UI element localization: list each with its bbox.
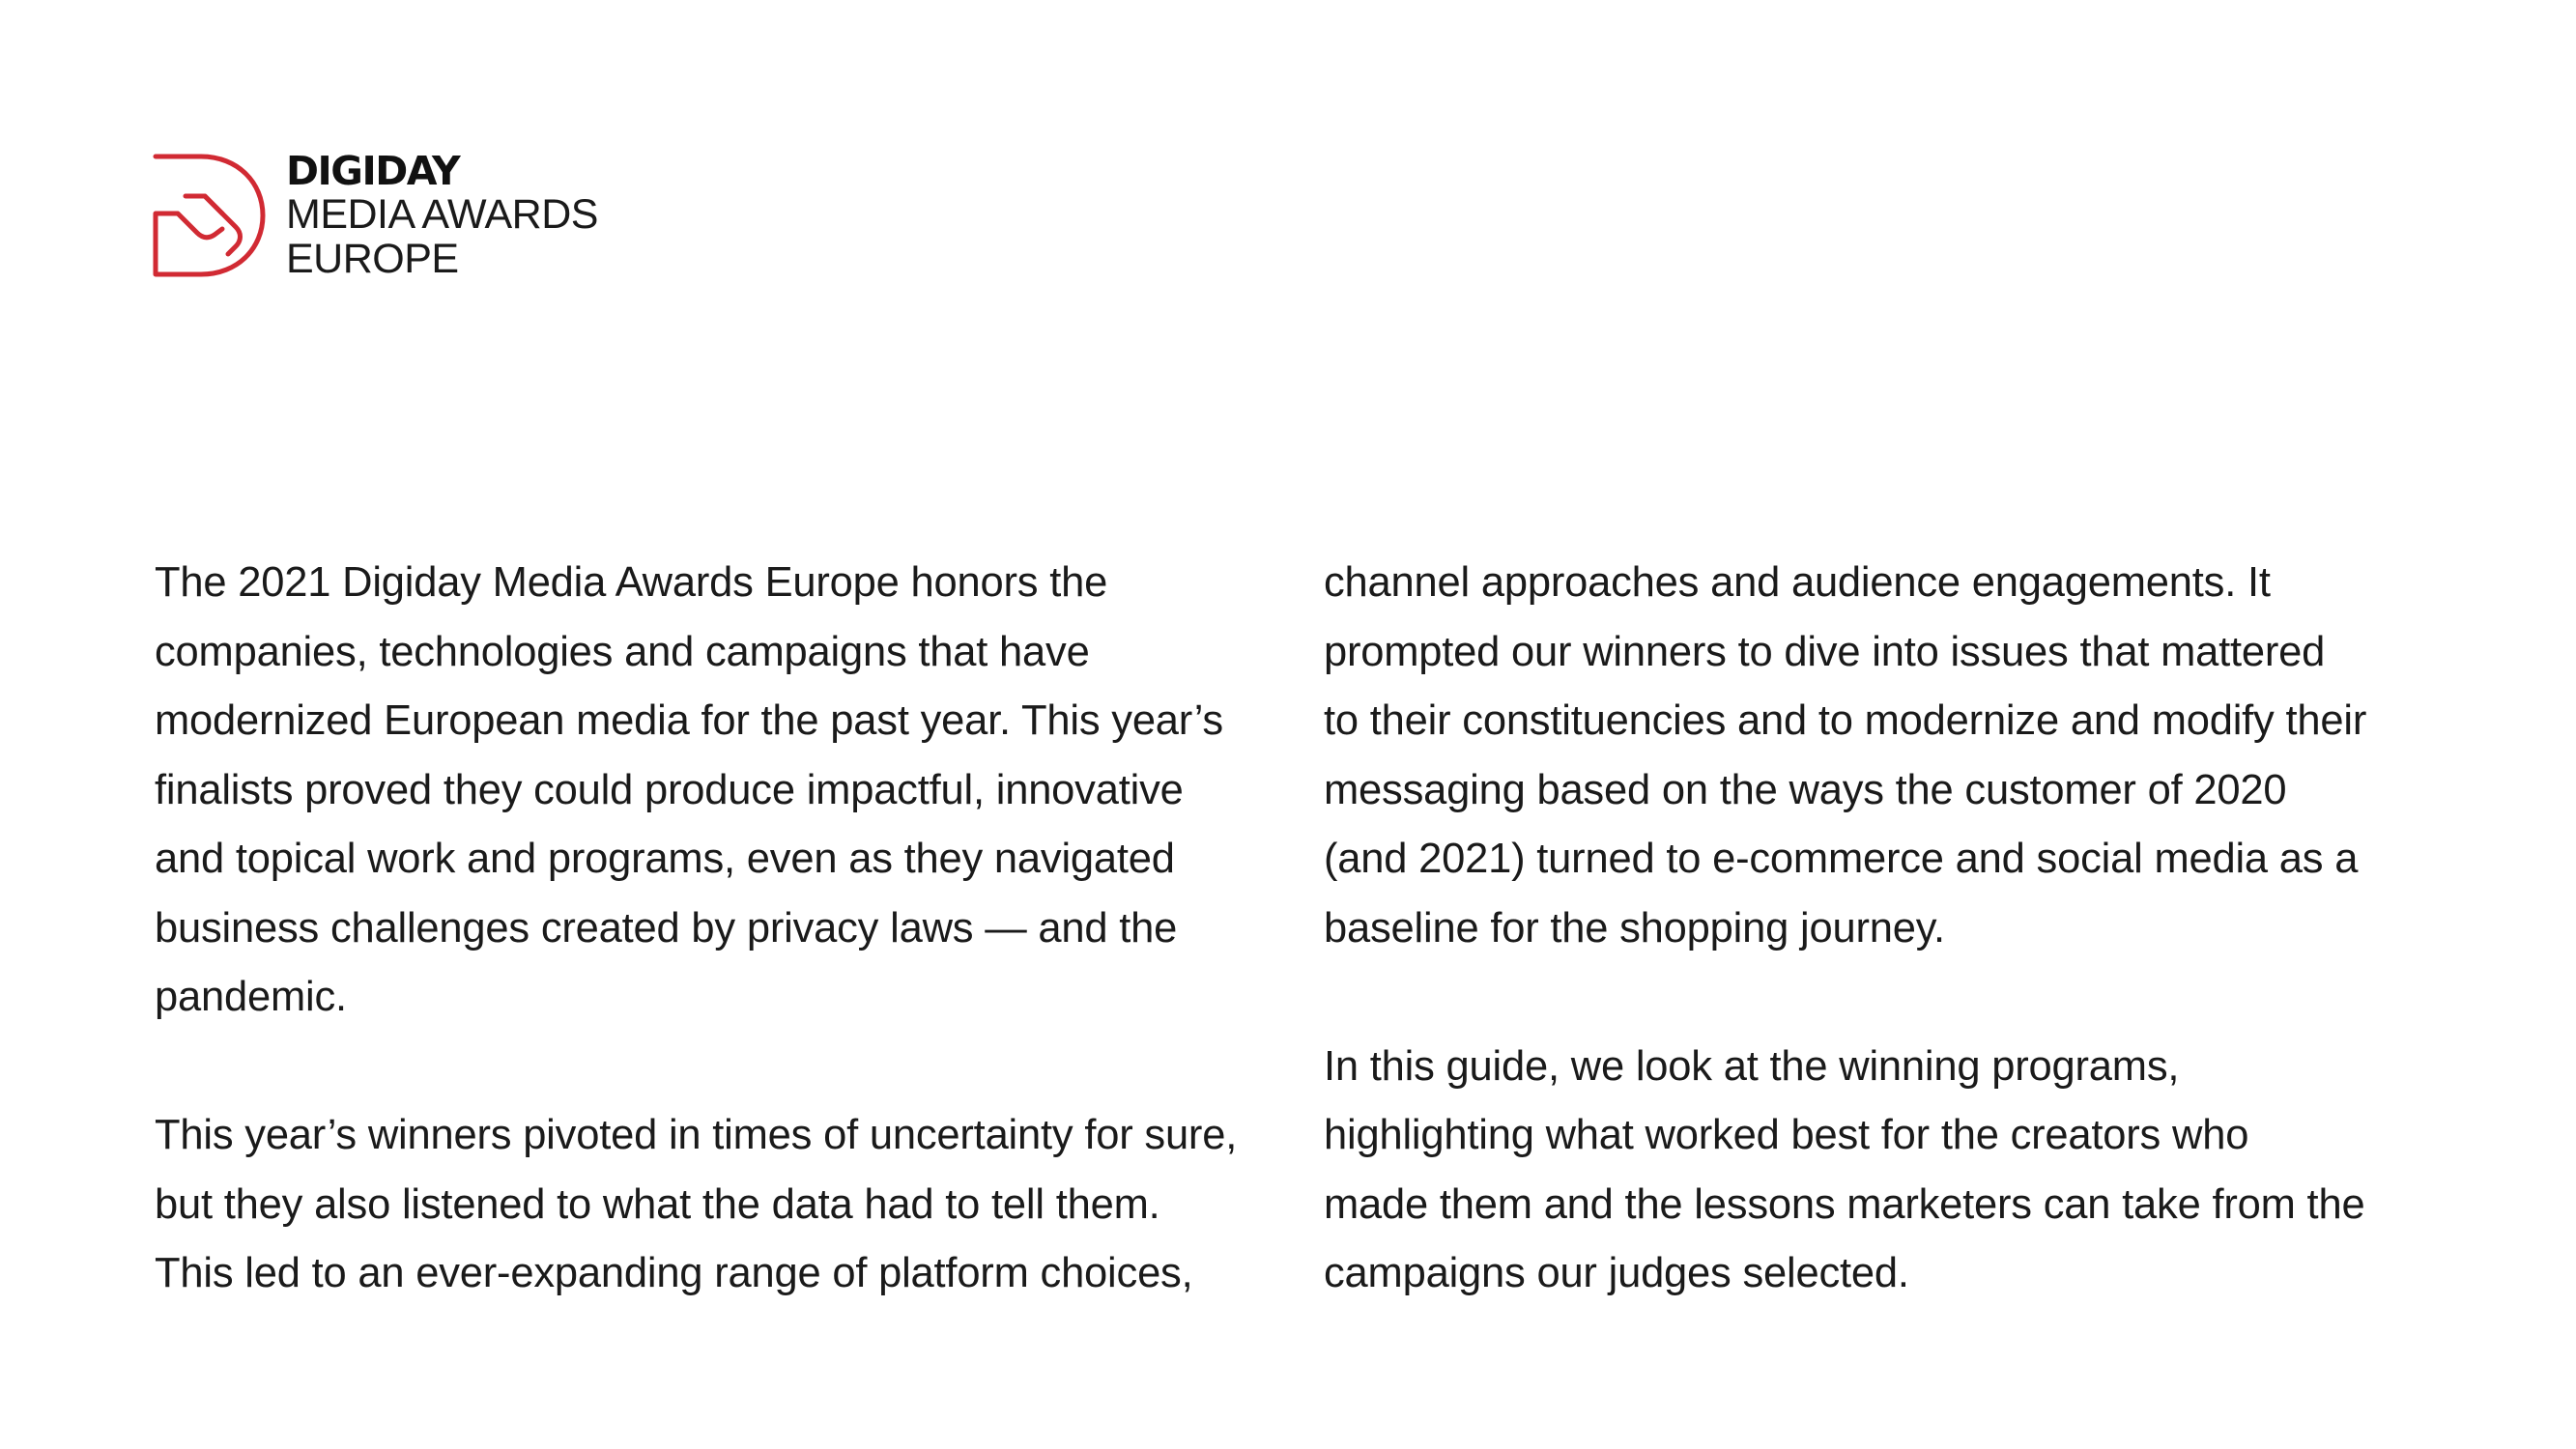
guide-paragraph [1324, 1033, 2425, 1309]
text-line: The 2021 Digiday Media Awards Europe honors the [155, 559, 1108, 606]
text-line: and topical work and programs, even as they navigated [155, 836, 1175, 882]
logo-wordmark [286, 150, 598, 281]
text-line: (and 2021) turned to e-commerce and social media as a [1324, 836, 2359, 882]
text-line: to their constituencies and to modernize and modify their [1324, 697, 2367, 744]
right-text-column [1324, 549, 2425, 1309]
text-line: This led to an ever-expanding range of platform choices, [155, 1250, 1193, 1296]
text-line: This year’s winners pivoted in times of uncertainty for sure, [155, 1112, 1238, 1158]
text-line: companies, technologies and campaigns that have [155, 628, 1090, 675]
text-line: made them and the lessons marketers can take from the [1324, 1180, 2365, 1228]
digiday-d-logo-icon [153, 154, 267, 277]
text-line: pandemic. [155, 974, 347, 1020]
winners-paragraph [155, 1101, 1256, 1309]
text-line: messaging based on the ways the customer of 2020 [1324, 766, 2287, 813]
winners-paragraph-continued [1324, 549, 2425, 963]
logo [153, 150, 616, 285]
text-line: baseline for the shopping journey. [1324, 904, 1945, 952]
text-line: business challenges created by privacy laws — and the [155, 904, 1178, 952]
text-line: campaigns our judges selected. [1324, 1250, 1909, 1296]
intro-paragraph [155, 549, 1256, 1033]
text-line: but they also listened to what the data had to tell them. [155, 1180, 1160, 1228]
text-line: In this guide, we look at the winning programs, [1324, 1042, 2180, 1090]
logo-region: EUROPE [286, 236, 459, 282]
text-line: prompted our winners to dive into issues that mattered [1324, 628, 2326, 675]
logo-event-name: MEDIA AWARDS [286, 191, 598, 238]
text-line: modernized European media for the past year. This year’s [155, 697, 1223, 744]
logo-brand-name: DIGIDAY [286, 148, 460, 194]
left-text-column [155, 549, 1256, 1309]
text-line: finalists proved they could produce impactful, innovative [155, 766, 1184, 813]
text-line: channel approaches and audience engagements. It [1324, 559, 2271, 606]
text-line: highlighting what worked best for the creators who [1324, 1112, 2249, 1158]
